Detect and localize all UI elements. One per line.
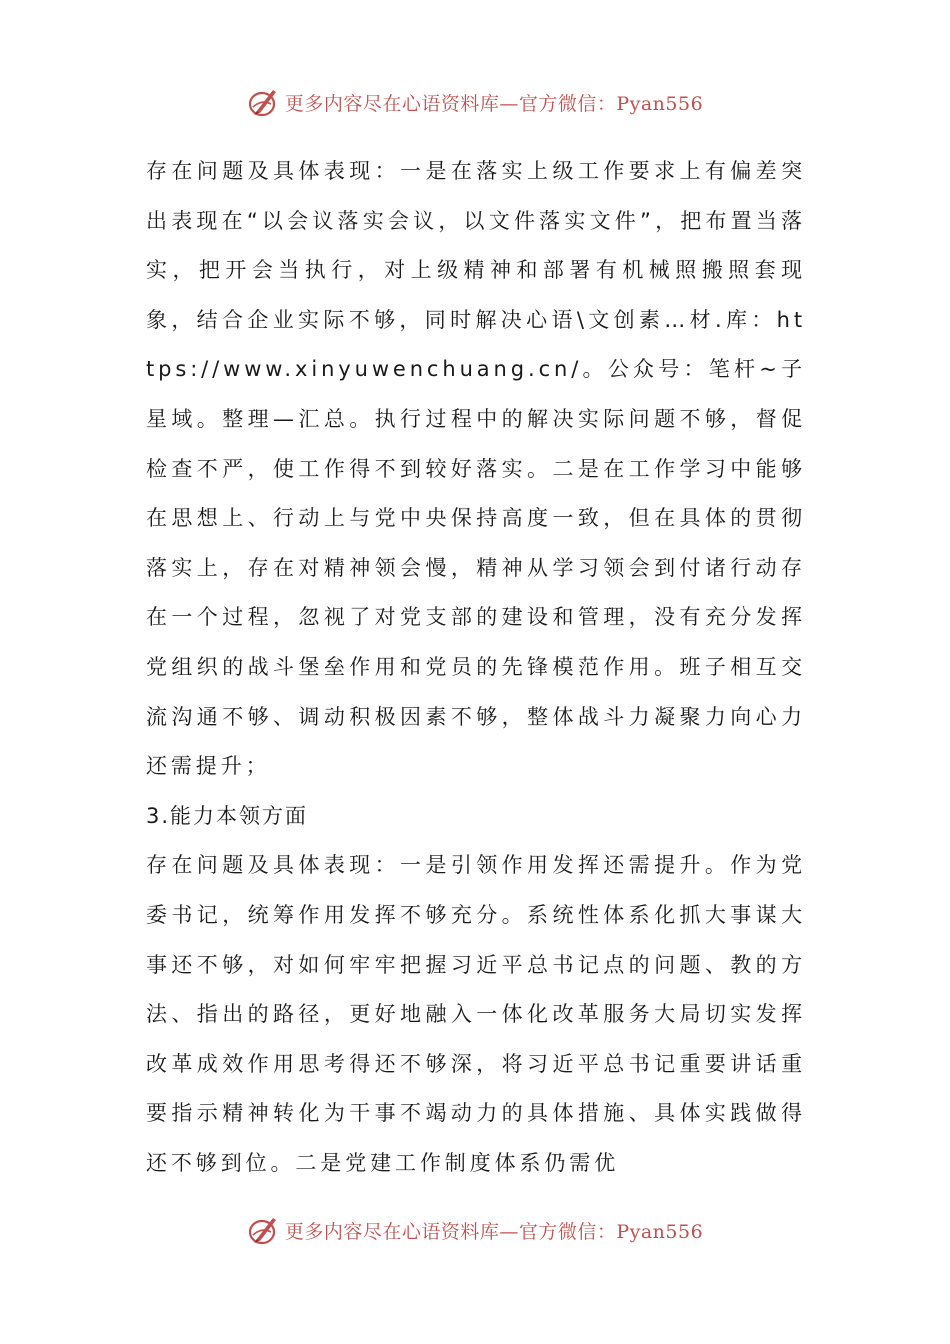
footer-banner: [0, 1210, 950, 1250]
quill-pen-logo-icon: [247, 85, 281, 119]
header-banner-text: 更多内容尽在心语资料库—官方微信：Pyan556: [284, 92, 704, 115]
quill-pen-logo-icon: [247, 1213, 281, 1247]
document-body: [146, 147, 806, 1188]
paragraph-problems-2: 存在问题及具体表现：一是引领作用发挥还需提升。作为党委书记，统筹作用发挥不够充分。系统性体系化抓大事谋大事还不够，对如何牢牢把握习近平总书记点的问题、教的方法、指出的路径，更好地融入一体化改革服务大局切实发挥改革成效作用思考得还不够深，将习近平总书记重要讲话重要指示精神转化为干事不竭动力的具体措施、具体实践做得还不够到位。二是党建工作制度体系仍需优: [146, 853, 806, 1175]
footer-banner-text: 更多内容尽在心语资料库—官方微信：Pyan556: [284, 1220, 704, 1243]
paragraph-problems-1: 存在问题及具体表现：一是在落实上级工作要求上有偏差突出表现在“以会议落实会议，以文件落实文件”，把布置当落实，把开会当执行，对上级精神和部署有机械照搬照套现象，结合企业实际不够，同时解决心语\文创素…材.库：https://www.xinyuwenchuang.cn/。公众号：笔杆~子星域。整理—汇总。执行过程中的解决实际问题不够，督促检查不严，使工作得不到较好落实。二是在工作学习中能够在思想上、行动上与党中央保持高度一致，但在具体的贯彻落实上，存在对精神领会慢，精神从学习领会到付诸行动存在一个过程，忽视了对党支部的建设和管理，没有充分发挥党组织的战斗堡垒作用和党员的先锋模范作用。班子相互交流沟通不够、调动积极因素不够，整体战斗力凝聚力向心力还需提升；: [146, 159, 806, 779]
header-banner: [0, 82, 950, 122]
section-heading-ability: 3.能力本领方面: [146, 803, 309, 828]
